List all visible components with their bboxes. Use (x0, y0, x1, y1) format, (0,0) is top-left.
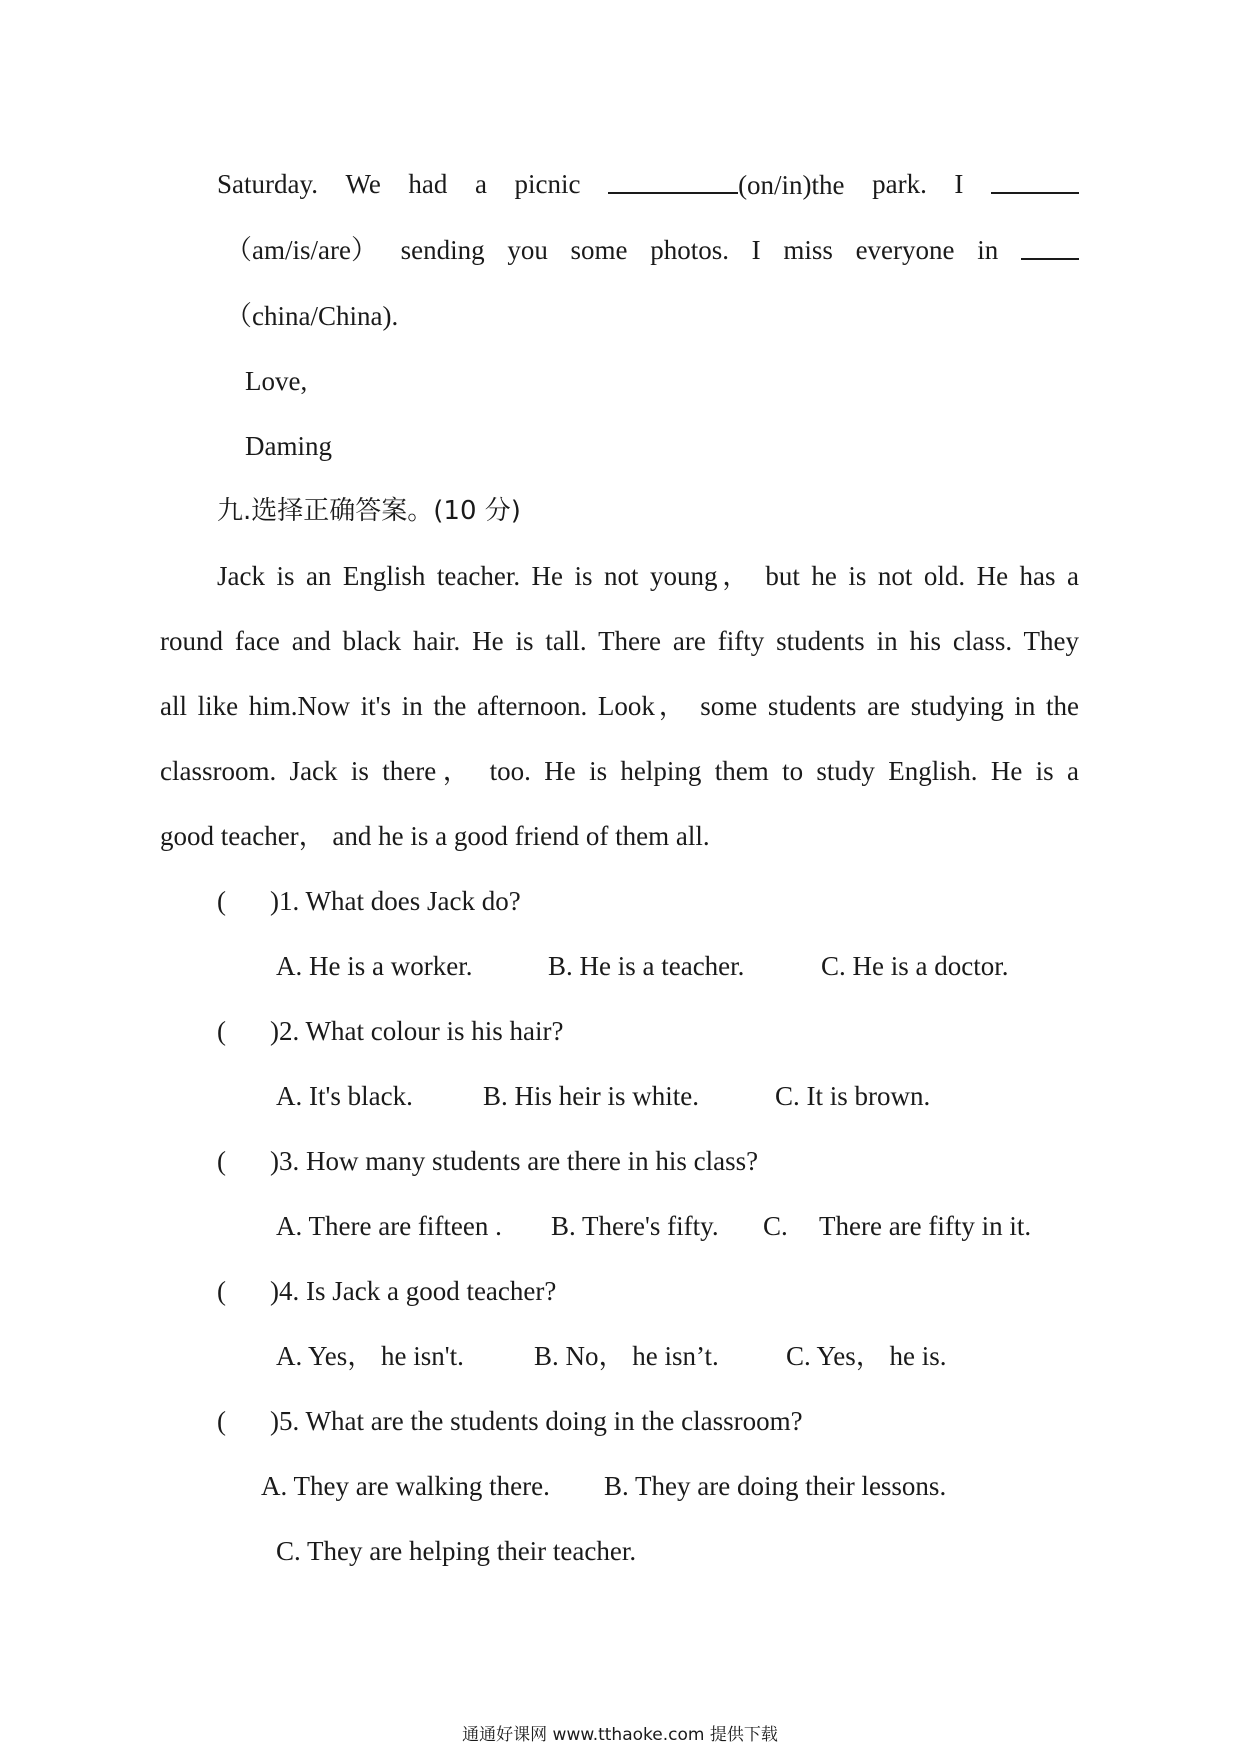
word: had (408, 169, 448, 199)
word: picnic (514, 169, 581, 199)
word: you (507, 235, 548, 265)
word: some (570, 235, 628, 265)
word: photos. (650, 235, 729, 265)
option-c-text: There are fifty in it. (819, 1211, 1032, 1241)
word: miss (783, 235, 833, 265)
word: We (345, 169, 381, 199)
word: I (954, 169, 964, 199)
option-a: A. Yes， he isn't. (276, 1341, 464, 1371)
word: （am/is/are） (225, 235, 378, 265)
word: park. (872, 169, 927, 199)
question-stem: )4. Is Jack a good teacher? (270, 1276, 557, 1306)
option-b: B. They are doing their lessons. (604, 1471, 947, 1501)
word: in (977, 235, 999, 265)
letter-line-1 (217, 166, 1079, 203)
option-b: B. His heir is white. (483, 1081, 699, 1111)
option-b: B. He is a teacher. (548, 951, 745, 981)
option-c: C. He is a doctor. (821, 951, 1009, 981)
option-a: A. They are walking there. (261, 1471, 550, 1501)
passage-line: Jack is an English teacher. He is not young， but he is not old. He has a (217, 561, 1079, 591)
letter-line-3: （china/China). (225, 301, 399, 331)
word: everyone (855, 235, 955, 265)
answer-paren[interactable]: ( (217, 1146, 226, 1176)
passage-line: good teacher， and he is a good friend of them all. (160, 821, 710, 851)
answer-paren[interactable]: ( (217, 886, 226, 916)
passage-line: all like him.Now it's in the afternoon. Look， some students are studying in the (160, 691, 1079, 721)
word: Saturday. (217, 169, 318, 199)
section-heading: 九.选择正确答案。(10 分) (217, 496, 521, 526)
answer-paren[interactable]: ( (217, 1406, 226, 1436)
option-c: C. It is brown. (775, 1081, 931, 1111)
passage-line: round face and black hair. He is tall. There are fifty students in his class. They (160, 626, 1079, 656)
option-b: B. There's fifty. (551, 1211, 719, 1241)
word: I (751, 235, 761, 265)
letter-line-2 (225, 232, 1079, 268)
option-c-label: C. (763, 1211, 788, 1241)
letter-closing: Love, (245, 366, 308, 396)
option-a: A. It's black. (276, 1081, 413, 1111)
answer-blank[interactable] (991, 166, 1079, 194)
passage-line: classroom. Jack is there， too. He is helping them to study English. He is a (160, 756, 1079, 786)
word: a (474, 169, 487, 199)
blank-group (608, 166, 844, 203)
option-a: A. There are fifteen . (276, 1211, 502, 1241)
option-c: C. They are helping their teacher. (276, 1536, 637, 1566)
answer-blank[interactable] (1021, 232, 1079, 260)
page-footer: 通通好课网 www.tthaoke.com 提供下载 (462, 1725, 778, 1745)
word: sending (400, 235, 485, 265)
option-c: C. Yes， he is. (786, 1341, 947, 1371)
question-stem: )3. How many students are there in his class? (270, 1146, 759, 1176)
answer-blank[interactable] (608, 166, 738, 194)
answer-paren[interactable]: ( (217, 1016, 226, 1046)
option-b: B. No， he isn’t. (534, 1341, 719, 1371)
question-stem: )5. What are the students doing in the classroom? (270, 1406, 803, 1436)
answer-paren[interactable]: ( (217, 1276, 226, 1306)
question-stem: )2. What colour is his hair? (270, 1016, 564, 1046)
option-a: A. He is a worker. (276, 951, 473, 981)
question-stem: )1. What does Jack do? (270, 886, 521, 916)
letter-signature: Daming (245, 431, 332, 461)
word: (on/in)the (738, 170, 845, 200)
